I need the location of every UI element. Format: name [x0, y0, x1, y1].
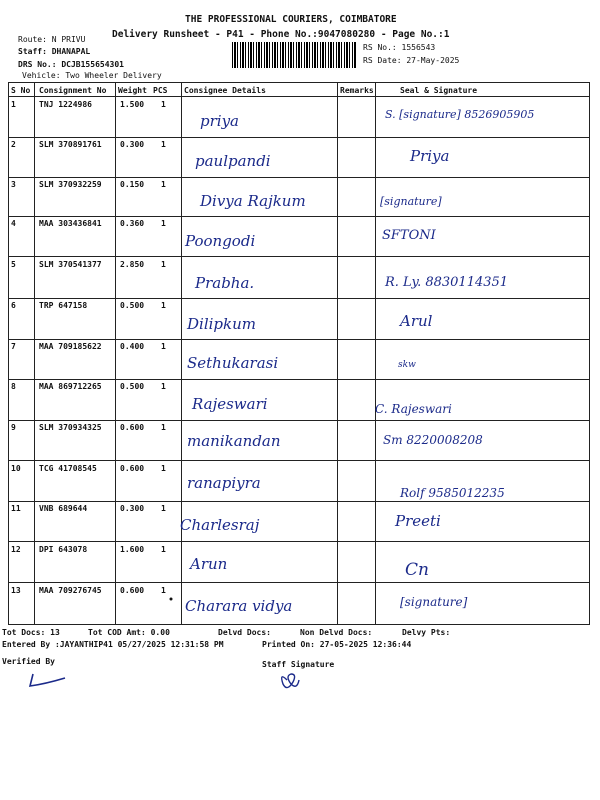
row-consignee: Poongodi	[185, 232, 256, 250]
row-sno: 1	[11, 100, 16, 109]
row-consignment: SLM 370541377	[39, 260, 102, 269]
row-seal: S. [signature] 8526905905	[385, 108, 535, 121]
row-consignee: manikandan	[187, 432, 281, 450]
row-weight: 1.500	[120, 100, 145, 109]
row-seal: Arul	[400, 312, 433, 330]
total-docs: Tot Docs: 13	[2, 628, 60, 637]
row-consignee: Charlesraj	[180, 516, 260, 534]
row-consignee: Arun	[190, 555, 228, 573]
row-sno: 11	[11, 504, 21, 513]
row-sno: 2	[11, 140, 16, 149]
delivery-points: Delvy Pts:	[402, 628, 451, 637]
row-weight: 0.150	[120, 180, 145, 189]
staff-signature-mark	[275, 668, 305, 692]
row-seal: skw	[398, 360, 416, 370]
barcode	[232, 42, 357, 68]
row-consignment: MAA 709276745	[39, 586, 102, 595]
rs-number: RS No.: 1556543	[363, 43, 436, 52]
row-weight: 0.600	[120, 464, 145, 473]
row-consignment: SLM 370891761	[39, 140, 102, 149]
row-consignment: TNJ 1224986	[39, 100, 92, 109]
row-sno: 12	[11, 545, 21, 554]
drs-number: DRS No.: DCJB155654301	[18, 60, 124, 69]
row-seal: [signature]	[380, 195, 442, 208]
row-pcs: 1	[161, 301, 166, 310]
row-sno: 4	[11, 219, 16, 228]
row-pcs: 1	[161, 423, 166, 432]
row-consignment: SLM 370932259	[39, 180, 102, 189]
total-cod-amount: Tot COD Amt: 0.00	[88, 628, 170, 637]
row-seal: C. Rajeswari	[375, 402, 452, 416]
row-pcs: 1	[161, 545, 166, 554]
row-sno: 3	[11, 180, 16, 189]
delivered-docs: Delvd Docs:	[218, 628, 271, 637]
col-weight: Weight	[118, 86, 147, 95]
row-pcs: 1	[161, 180, 166, 189]
row-pcs: 1	[161, 219, 166, 228]
row-sno: 9	[11, 423, 16, 432]
row-consignee: priya	[200, 112, 239, 130]
company-name: THE PROFESSIONAL COURIERS, COIMBATORE	[185, 14, 397, 25]
row-consignee: Charara vidya	[185, 597, 293, 615]
row-seal: [signature]	[400, 595, 468, 609]
row-pcs: 1	[161, 382, 166, 391]
col-pcs: PCS	[153, 86, 168, 95]
row-consignment: MAA 709185622	[39, 342, 102, 351]
row-consignee: Divya Rajkum	[200, 192, 306, 210]
col-sno: S No	[11, 86, 31, 95]
row-consignment: VNB 689644	[39, 504, 88, 513]
row-consignment: TRP 647158	[39, 301, 88, 310]
staff-signature-label: Staff Signature	[262, 660, 335, 669]
row-pcs: 1	[161, 140, 166, 149]
row-pcs: 1	[161, 342, 166, 351]
row-pcs: 1	[161, 504, 166, 513]
verified-by-label: Verified By	[2, 657, 55, 666]
row-weight: 0.500	[120, 301, 145, 310]
entered-by: Entered By :JAYANTHIP41 05/27/2025 12:31:58 PM	[2, 640, 224, 649]
row-consignment: SLM 370934325	[39, 423, 102, 432]
row-consignee: Dilipkum	[187, 315, 256, 333]
row-consignee: ranapiyra	[187, 474, 261, 492]
row-consignment: TCG 41708545	[39, 464, 97, 473]
row-consignee: paulpandi	[195, 152, 271, 170]
col-consignment-no: Consignment No	[39, 86, 107, 95]
row-pcs: 1	[161, 464, 166, 473]
row-sno: 6	[11, 301, 16, 310]
runsheet-title: Delivery Runsheet - P41 - Phone No.:9047080280 - Page No.:1	[112, 29, 450, 40]
row-consignment: MAA 869712265	[39, 382, 102, 391]
col-remarks: Remarks	[340, 86, 374, 95]
row-pcs: 1	[161, 100, 166, 109]
row-sno: 13	[11, 586, 21, 595]
verified-signature-mark	[25, 668, 75, 692]
row-sno: 7	[11, 342, 16, 351]
row-seal: Preeti	[395, 512, 441, 530]
row-consignment: DPI 643078	[39, 545, 88, 554]
row-weight: 0.600	[120, 586, 145, 595]
row-weight: 0.600	[120, 423, 145, 432]
route: Route: N PRIVU	[18, 35, 86, 44]
col-consignee-details: Consignee Details	[184, 86, 266, 95]
row-weight: 1.600	[120, 545, 145, 554]
row-consignee: Sethukarasi	[187, 354, 279, 372]
row-sno: 10	[11, 464, 21, 473]
row-pcs: 1	[161, 260, 166, 269]
col-seal-signature: Seal & Signature	[400, 86, 478, 95]
row-weight: 0.400	[120, 342, 145, 351]
row-consignment: MAA 303436841	[39, 219, 102, 228]
row-sno: 8	[11, 382, 16, 391]
row-seal: R. Ly. 8830114351	[385, 275, 509, 290]
printed-on: Printed On: 27-05-2025 12:36:44	[262, 640, 412, 649]
row-weight: 2.850	[120, 260, 145, 269]
row-seal: SFTONI	[382, 228, 436, 243]
row-sno: 5	[11, 260, 16, 269]
row-consignee: Rajeswari	[192, 395, 268, 413]
row-weight: 0.360	[120, 219, 145, 228]
row-consignee: Prabha.	[195, 274, 255, 292]
row-seal: Priya	[410, 147, 450, 165]
row-seal: Rolf 9585012235	[400, 486, 505, 500]
row-seal: Cn	[405, 560, 429, 580]
staff: Staff: DHANAPAL	[18, 47, 91, 56]
dot-mark	[168, 596, 174, 602]
row-seal: Sm 8220008208	[383, 433, 483, 447]
vehicle: Vehicle: Two Wheeler Delivery	[22, 71, 162, 80]
non-delivered-docs: Non Delvd Docs:	[300, 628, 373, 637]
row-weight: 0.300	[120, 504, 145, 513]
rs-date: RS Date: 27-May-2025	[363, 56, 460, 65]
row-pcs: 1	[161, 586, 166, 595]
row-weight: 0.500	[120, 382, 145, 391]
row-weight: 0.300	[120, 140, 145, 149]
